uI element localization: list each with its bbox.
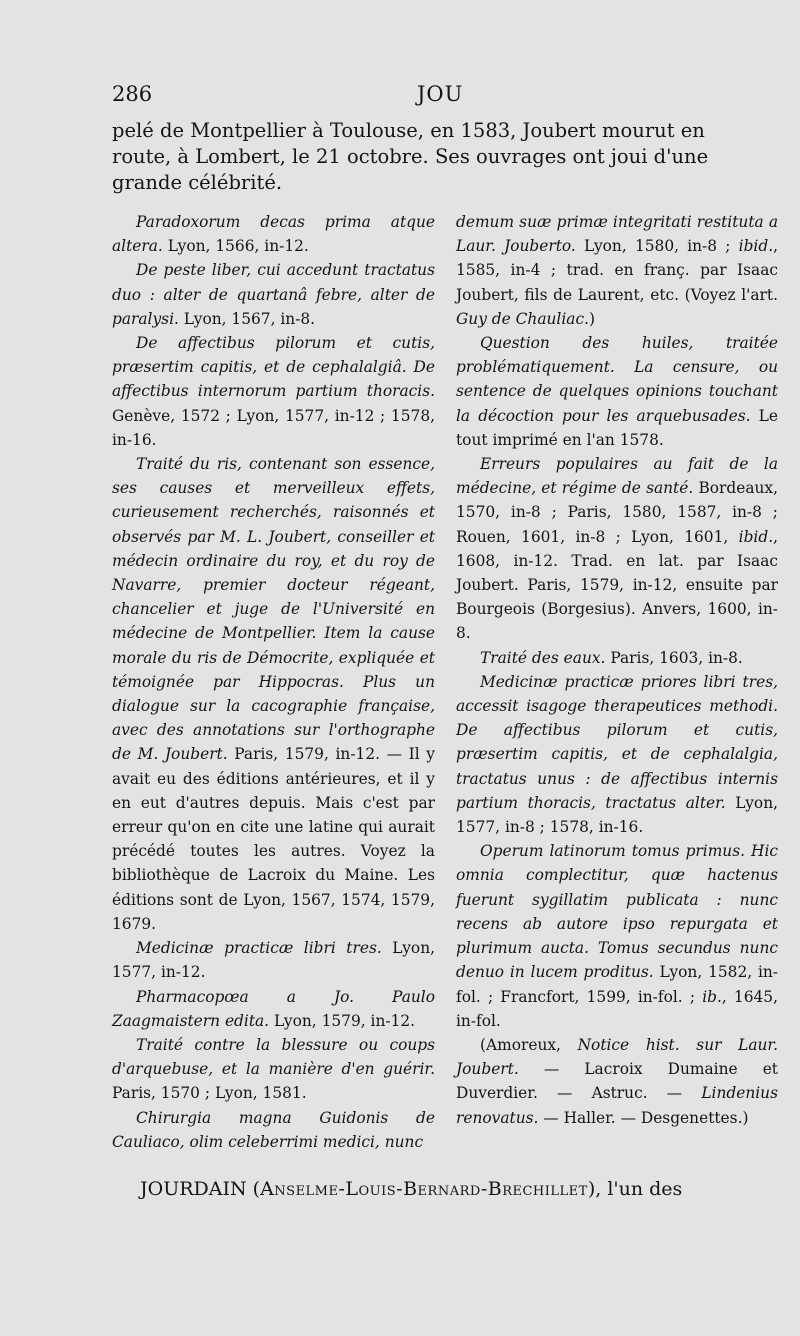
entry-given-names: Anselme-Louis-Bernard-Brechillet <box>260 1178 588 1200</box>
entry-title-italic: ib. <box>702 987 722 1006</box>
entry-title-italic: Operum latinorum tomus primus. Hic omnia complectitur, quæ hactenus fuerunt sygillatim publicata : nunc recens ab autore ipso repurgata et plurimum aucta. Tomus secundus nunc denuo in lucem proditus. <box>456 842 778 982</box>
entry-title-italic: Guy de Chauliac. <box>456 309 589 328</box>
running-head: JOU <box>417 82 464 106</box>
entry-title-italic: Lindenius renovatus. <box>456 1084 778 1127</box>
page-number: 286 <box>112 82 153 106</box>
bibliography-entry <box>112 1106 435 1154</box>
intro-paragraph <box>112 118 762 196</box>
entry-title-italic: De peste liber, cui accedunt tractatus duo : alter de quartanâ febre, alter de paralysi. <box>112 261 435 328</box>
bibliography-entry <box>112 258 435 331</box>
bibliography-entry <box>456 670 778 839</box>
bibliography-entry <box>456 210 778 331</box>
intro-text: pelé de Montpellier à Toulouse, en 1583, Joubert mourut en route, à Lombert, le 21 octobre. Ses ouvrages ont joui d'une grande célébrité. <box>112 119 709 194</box>
entry-details: Lyon, 1567, in-8. <box>178 309 316 328</box>
entry-title-italic: Traité du ris, contenant son essence, ses causes et merveilleux effets, curieusement recherchés, raisonnés et observés par M. L. Joubert, conseiller et médecin ordinaire du roy, et du roy de Navarre, premier docteur régeant, chancelier et juge de l'Université en médecine de Montpellier. Item la cause morale du ris de Démocrite, expliquée et témoignée par Hippocras. Plus un dialogue sur la cacographie française, avec des annotations sur l'orthographe de M. Joubert. <box>112 455 435 764</box>
next-entry-heading <box>140 1176 770 1202</box>
entry-details: Le tout imprimé en l'an 1578. <box>456 406 778 449</box>
entry-details: — Lacroix Dumaine et Duverdier. — Astruc. — <box>456 1060 778 1103</box>
entry-title-italic: demum suæ primæ integritati restituta a Laur. Jouberto. <box>456 213 778 256</box>
entry-details: — Haller. — Desgenettes.) <box>538 1108 749 1127</box>
entry-details: Bordeaux, 1570, in-8 ; Paris, 1580, 1587, in-8 ; Rouen, 1601, in-8 ; Lyon, 1601, <box>456 479 778 546</box>
entry-continuation: ), l'un des <box>587 1178 683 1200</box>
entry-details: Lyon, 1577, in-8 ; 1578, in-16. <box>456 793 779 837</box>
entry-details: , 1585, in-4 ; trad. en franç. par Isaac Joubert, fils de Laurent, etc. (Voyez l'art. <box>456 237 778 304</box>
entry-open-paren: ( <box>246 1178 261 1200</box>
entry-title-italic: Notice hist. sur Laur. Joubert. <box>456 1035 778 1079</box>
bibliography-entry <box>112 210 435 258</box>
entry-title-italic: Traité des eaux. <box>480 648 606 667</box>
entry-details: Lyon, 1566, in-12. <box>162 237 309 256</box>
page-header <box>112 82 712 112</box>
left-column <box>112 210 435 1154</box>
entry-details: Genève, 1572 ; Lyon, 1577, in-12 ; 1578, in-16. <box>112 406 435 449</box>
bibliography-entry <box>456 331 778 452</box>
entry-details: Lyon, 1577, in-12. <box>112 939 436 982</box>
entry-details: Lyon, 1579, in-12. <box>269 1011 416 1030</box>
entry-title-italic: ibid. <box>738 237 774 256</box>
bibliography-entry <box>112 331 435 452</box>
bibliography-entry <box>112 936 435 984</box>
entry-title-italic: Pharmacopœa a Jo. Paulo Zaagmaistern edita. <box>112 987 435 1030</box>
entry-title-italic: Chirurgia magna Guidonis de Cauliaco, olim celeberrimi medici, nunc <box>112 1108 435 1151</box>
bibliography-entry <box>456 452 778 646</box>
entry-title-italic: Medicinæ practicæ libri tres. <box>136 939 382 958</box>
entry-details: Paris, 1579, in-12. — Il y avait eu des éditions antérieures, et il y en eut d'autres depuis. Mais c'est par erreur qu'on en cite une latine qui aurait précédé toutes les autres. Voyez la bibliothèque de Lacroix du Maine. Les éditions sont de Lyon, 1567, 1574, 1579, 1679. <box>112 745 435 933</box>
entry-title-italic: Medicinæ practicæ priores libri tres, accessit isagoge therapeutices methodi. De affectibus pilorum et cutis, præsertim capitis, et de cephalalgia, tractatus unus : de affectibus internis partium thoracis, tractatus alter. <box>456 672 778 812</box>
entry-title-italic: Question des huiles, traitée problématiquement. La censure, ou sentence de quelques opinions touchant la décoction pour les arquebusades. <box>456 334 778 425</box>
entry-title-italic: De affectibus pilorum et cutis, præsertim capitis, et de cephalalgiâ. De affectibus internorum partium thoracis. <box>112 334 435 401</box>
bibliography-entry <box>112 985 435 1033</box>
entry-name: JOURDAIN <box>140 1178 247 1200</box>
bibliography-entry <box>112 452 435 936</box>
entry-details: Paris, 1603, in-8. <box>605 648 743 667</box>
bibliography-entry <box>456 1033 778 1130</box>
right-column <box>456 210 778 1130</box>
entry-details: Paris, 1570 ; Lyon, 1581. <box>112 1084 307 1103</box>
entry-details: , 1645, in-fol. <box>456 987 778 1030</box>
entry-title-italic: ibid. <box>738 527 774 546</box>
bibliography-entry <box>456 646 778 670</box>
entry-details: Lyon, 1580, in-8 ; <box>575 237 739 256</box>
entry-title-italic: Erreurs populaires au fait de la médecine, et régime de santé. <box>456 455 778 498</box>
entry-details: Lyon, 1582, in-fol. ; Francfort, 1599, in-fol. ; <box>456 963 778 1006</box>
entry-details: , 1608, in-12. Trad. en lat. par Isaac Joubert. Paris, 1579, in-12, ensuite par Bourgeois (Borgesius). Anvers, 1600, in-8. <box>456 527 778 643</box>
entry-details: ) <box>588 309 595 328</box>
entry-title-italic: Traité contre la blessure ou coups d'arquebuse, et la manière d'en guérir. <box>112 1035 435 1079</box>
bibliography-entry <box>112 1033 435 1106</box>
bibliography-entry <box>456 839 778 1033</box>
entry-title-italic: Paradoxorum decas prima atque altera. <box>112 213 435 256</box>
entry-details: (Amoreux, <box>480 1035 578 1054</box>
